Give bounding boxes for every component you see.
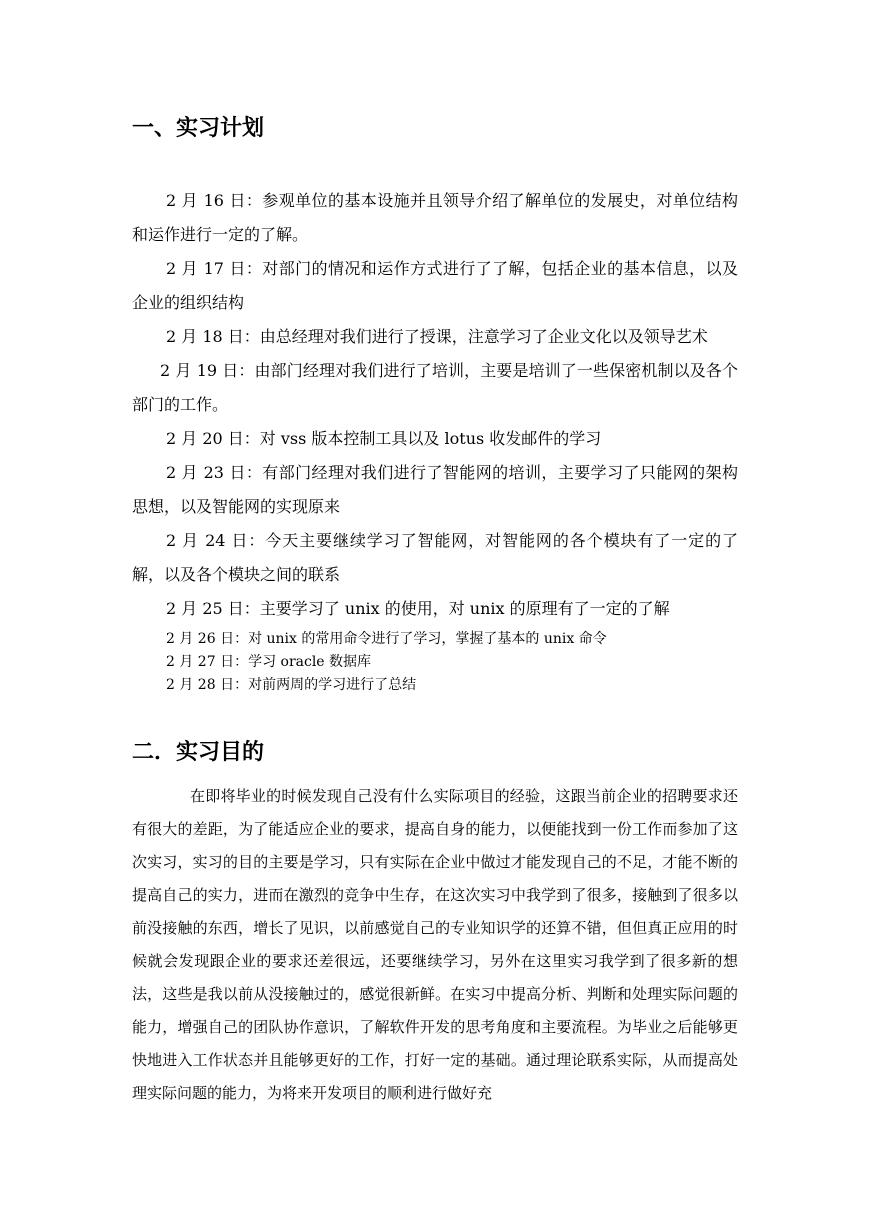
- internship-purpose-paragraph: 在即将毕业的时候发现自己没有什么实际项目的经验，这跟当前企业的招聘要求还有很大的差距，为了能适应企业的要求，提高自身的能力，以便能找到一份工作而参加了这次实习，实习的目的主要是学习，只有实际在企业中做过才能发现自己的不足，才能不断的提高自己的实力，进而在激烈的竞争中生存，在这次实习中我学到了很多，接触到了很多以前没接触的东西，增长了见识，以前感觉自己的专业知识学的还算不错，但但真正应用的时候就会发现跟企业的要求还差很远，还要继续学习，另外在这里实习我学到了很多新的想法，这些是我以前从没接触过的，感觉很新鲜。在实习中提高分析、判断和处理实际问题的能力，增强自己的团队协作意识，了解软件开发的思考角度和主要流程。为毕业之后能够更快地进入工作状态并且能够更好的工作，打好一定的基础。通过理论联系实际，从而提高处理实际问题的能力，为将来开发项目的顺利进行做好充: [132, 787, 738, 1102]
- plan-item-feb28: 2 月 28 日：对前两周的学习进行了总结: [166, 677, 417, 693]
- plan-item-feb27: 2 月 27 日：学习 oracle 数据库: [166, 654, 372, 670]
- plan-item-feb20: 2 月 20 日：对 vss 版本控制工具以及 lotus 收发邮件的学习: [166, 429, 602, 448]
- plan-item-feb18: 2 月 18 日：由总经理对我们进行了授课，注意学习了企业文化以及领导艺术: [166, 327, 708, 346]
- plan-item-feb24: 2 月 24 日：今天主要继续学习了智能网，对智能网的各个模块有了一定的了解，以及各个模块之间的联系: [132, 531, 738, 584]
- plan-item-feb16: 2 月 16 日：参观单位的基本设施并且领导介绍了解单位的发展史，对单位结构和运作进行一定的了解。: [132, 191, 738, 244]
- plan-item-feb25: 2 月 25 日：主要学习了 unix 的使用，对 unix 的原理有了一定的了解: [166, 599, 670, 618]
- section-title-internship-plan: 一、实习计划: [132, 116, 265, 141]
- section-title-internship-purpose: 二．实习目的: [132, 740, 265, 765]
- internship-plan-list: [132, 184, 738, 697]
- plan-item-feb19: 2 月 19 日：由部门经理对我们进行了培训，主要是培训了一些保密机制以及各个部门的工作。: [132, 361, 738, 414]
- plan-item-feb26: 2 月 26 日：对 unix 的常用命令进行了学习，掌握了基本的 unix 命令: [166, 631, 607, 647]
- plan-item-feb23: 2 月 23 日：有部门经理对我们进行了智能网的培训，主要学习了只能网的架构思想，以及智能网的实现原来: [132, 463, 738, 516]
- plan-item-feb17: 2 月 17 日：对部门的情况和运作方式进行了了解，包括企业的基本信息，以及企业的组织结构: [132, 259, 738, 312]
